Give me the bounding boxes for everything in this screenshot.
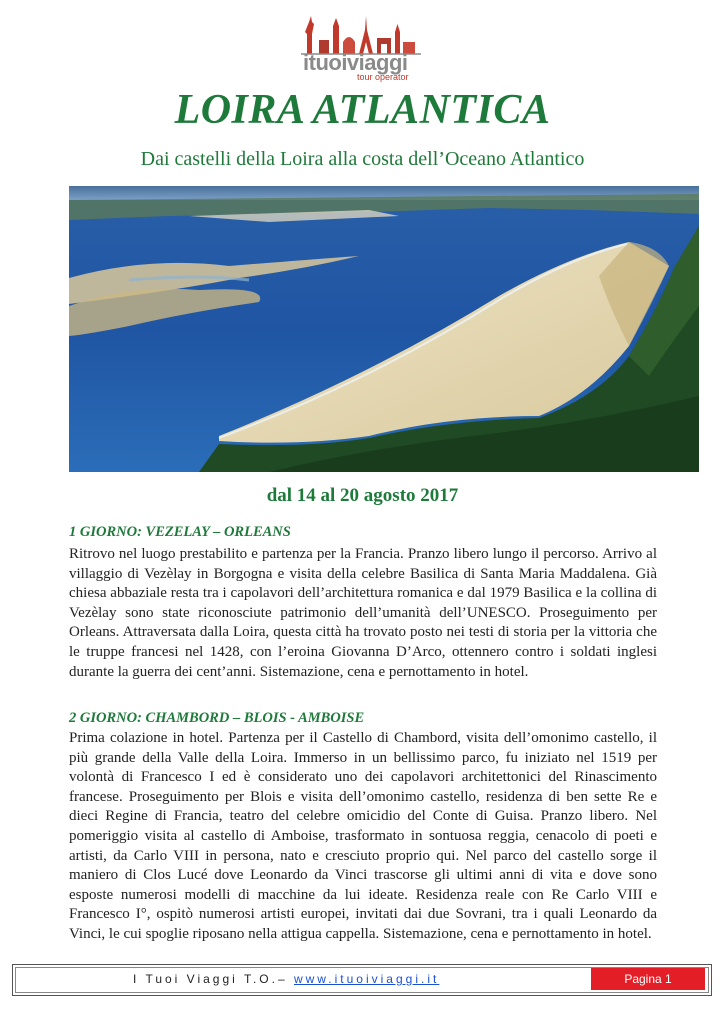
logo-tagline: tour operator (357, 72, 409, 82)
footer-website-link[interactable]: www.ituoiviaggi.it (293, 972, 440, 986)
day-2-text: Prima colazione in hotel. Partenza per il Castello di Chambord, visita dell’omonimo castello, il più grande della Valle della Loira. Immerso in un bellissimo parco, fu iniziato nel 1519 per volontà di Francesco I ed è considerato uno dei capolavori architettonici del Rinascimento francese. Proseguimento per Blois e visita dell’omonimo castello, residenza di ben sette Re e dieci Regine di Francia, teatro del celebre omicidio del Conte di Guisa. Pranzo libero. Nel pomeriggio visita al castello di Amboise, trasformato in sontuosa reggia, cenacolo di poeti e artisti, da Carlo VIII in persona, nato e cresciuto proprio qui. Nel parco del castello sorge il maniero di Clos Lucé dove Leonardo da Vinci trascorse gli ultimi anni di vita e dove sono esposte numerosi modelli di macchine da lui ideate. Residenza reale con Re Carlo VIII e Francesco I°, ospitò numerosi artisti europei, invitati dai due Sovrani, tra i quali Leonardo da Vinci, le cui spoglie riposano nella attigua cappella. Sistemazione, cena e pernottamento in hotel. (69, 730, 657, 942)
logo (295, 12, 430, 84)
page-footer (12, 964, 712, 996)
footer-company-name: I Tuoi Viaggi T.O.– (133, 972, 294, 986)
logo-brand: ituoiviaggi (303, 50, 408, 75)
day-1-text: Ritrovo nel luogo prestabilito e partenza per la Francia. Pranzo libero lungo il percorso. Arrivo al villaggio di Vezèlay in Borgogna e visita della celebre Basilica di Santa Maria Maddalena. Già chiesa abbaziale resta tra i capolavori dell’architettura romanica e dal 1979 Basilica e la collina di Vezèlay sono state riconosciute patrimonio dell’umanità dell’UNESCO. Proseguimento per Orleans. Attraversata dalla Loira, questa città ha trovato posto nei testi di storia per la vittoria che le truppe francesi nel 1428, con l’eroina Giovanna D’Arco, ottennero contro i soldati inglesi durante la guerra dei cent’anni. Sistemazione, cena e pernottamento in hotel. (69, 546, 657, 680)
page-subtitle: Dai castelli della Loira alla costa dell’Oceano Atlantico (140, 148, 585, 170)
page-number-badge: Pagina 1 (591, 968, 705, 990)
cover-photo (69, 186, 699, 472)
trip-dates: dal 14 al 20 agosto 2017 (266, 485, 459, 506)
day-1-title: 1 GIORNO: VEZELAY – ORLEANS (69, 524, 291, 540)
day-2-title: 2 GIORNO: CHAMBORD – BLOIS - AMBOISE (69, 710, 365, 726)
page-title: LOIRA ATLANTICA (174, 87, 551, 133)
footer-company (133, 972, 439, 986)
